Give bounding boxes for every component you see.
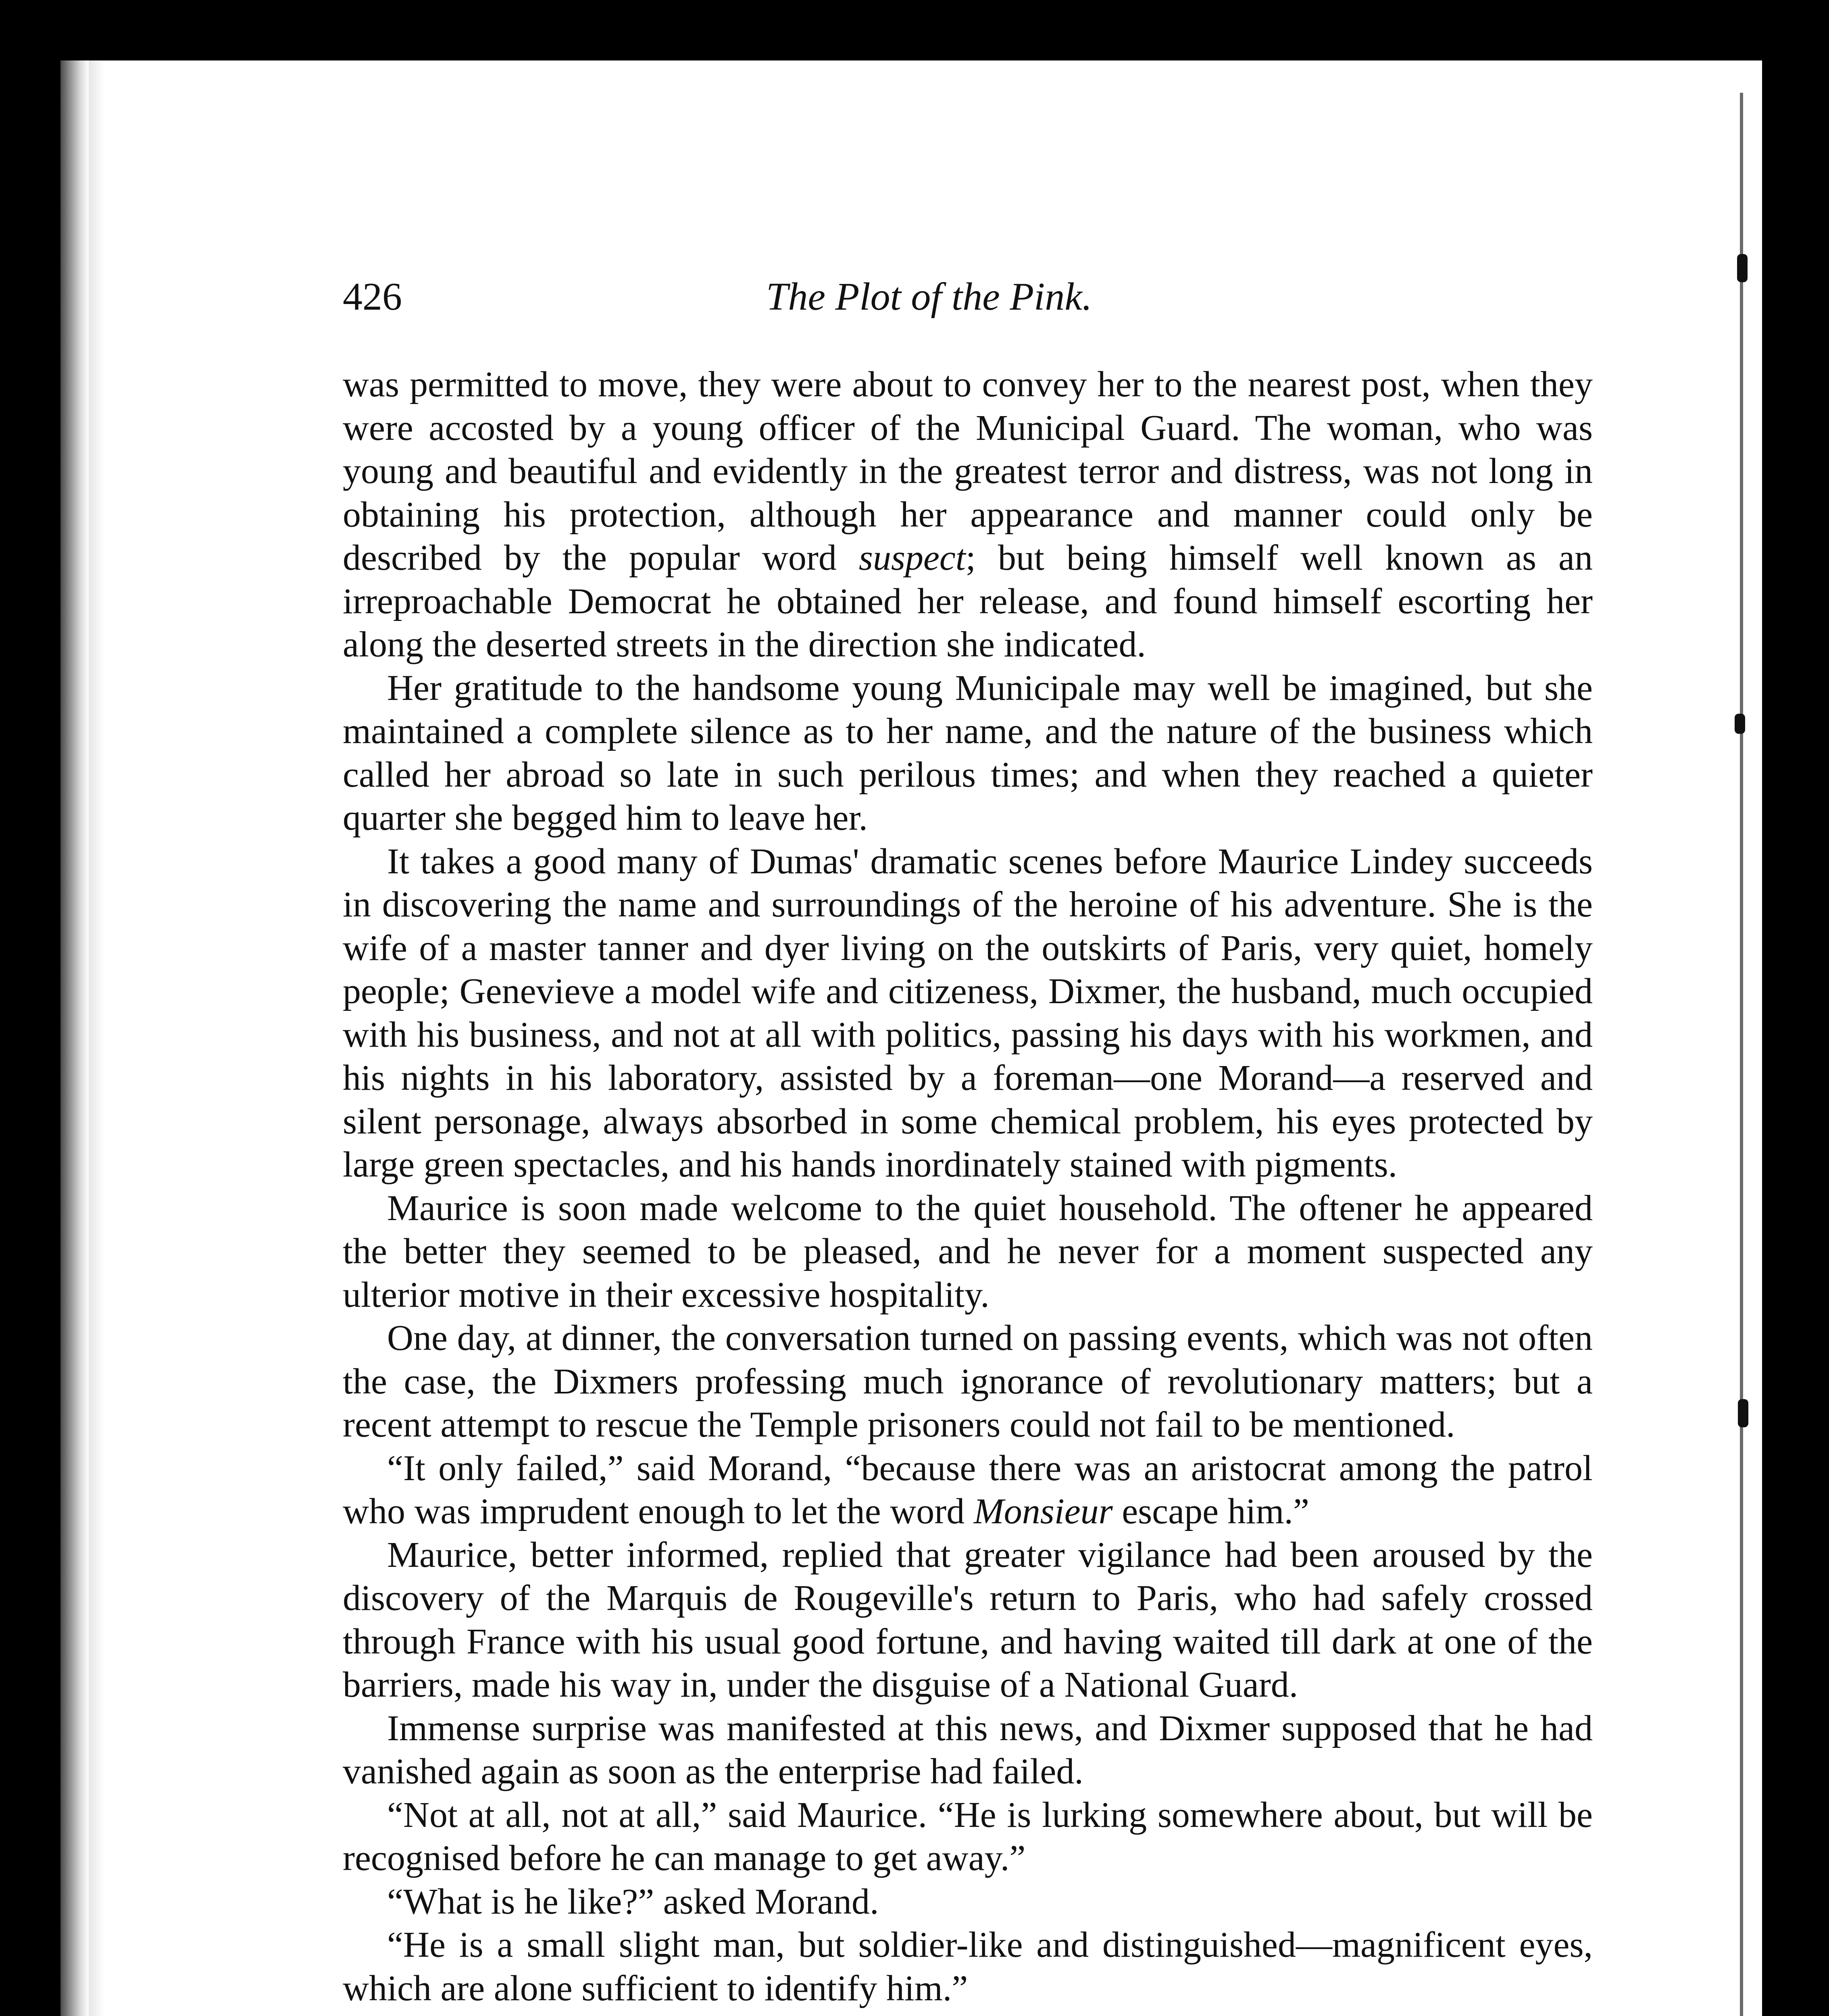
italic-text: suspect	[858, 538, 966, 578]
paragraph-text: Maurice is soon made welcome to the quiet household. The oftener he appeared the better they seemed to be pleased, and he never for a moment suspected any ulterior motive in their excessive hospitality.	[343, 1188, 1593, 1315]
paragraph	[343, 840, 1593, 1187]
page-number: 426	[343, 275, 402, 319]
paragraph-text: “Not at all, not at all,” said Maurice. “He is lurking somewhere about, but will be recognised before he can manage to get away.”	[343, 1795, 1593, 1878]
paragraph	[343, 1707, 1593, 1793]
paragraph	[343, 666, 1593, 840]
page-edge-rule	[1740, 93, 1743, 2016]
paragraph-text: Maurice, better informed, replied that greater vigilance had been aroused by the discovery of the Marquis de Rougeville's return to Paris, who had safely crossed through France with his usual good fortune, and having waited till dark at one of the barriers, made his way in, under the disguise of a National Guard.	[343, 1535, 1593, 1705]
body-text	[343, 363, 1593, 2016]
paragraph	[343, 1187, 1593, 1317]
paragraph-text: One day, at dinner, the conversation turned on passing events, which was not often the case, the Dixmers professing much ignorance of revolutionary matters; but a recent attempt to rescue the Temple prisoners could not fail to be mentioned.	[343, 1318, 1593, 1445]
edge-mark	[1737, 254, 1748, 282]
edge-mark	[1735, 714, 1745, 734]
paragraph	[343, 1533, 1593, 1707]
paragraph-text: was permitted to move, they were about to convey her to the nearest post, when they were accosted by a young officer of the Municipal Guard. The woman, who was young and beautiful and evidently in the greatest terror and distress, was not long in obtaining his protection, although her appearance and manner could only be described by the popular word	[343, 364, 1593, 578]
paragraph-text: It takes a good many of Dumas' dramatic scenes before Maurice Lindey succeeds in discovering the name and surroundings of the heroine of his adventure. She is the wife of a master tanner and dyer living on the outskirts of Paris, very quiet, homely people; Genevieve a model wife and citizeness, Dixmer, the husband, much occupied with his business, and not at all with politics, passing his days with his workmen, and his nights in his laboratory, assisted by a foreman—one Morand—a reserved and silent personage, always absorbed in some chemical problem, his eyes protected by large green spectacles, and his hands inordinately stained with pigments.	[343, 841, 1593, 1185]
book-page	[60, 60, 1762, 2016]
paragraph	[343, 1793, 1593, 1880]
page-gutter	[89, 60, 105, 2016]
paragraph	[343, 363, 1593, 666]
running-head	[343, 274, 1593, 347]
paragraph-text: Her gratitude to the handsome young Municipale may well be imagined, but she maintained a complete silence as to her name, and the nature of the business which called her abroad so late in such perilous times; and when they reached a quieter quarter she begged him to leave her.	[343, 668, 1593, 838]
paragraph-text: escape him.”	[1112, 1491, 1309, 1531]
paragraph-text: “What is he like?” asked Morand.	[387, 1881, 879, 1922]
page-binding-shadow	[60, 60, 89, 2016]
paragraph	[343, 1447, 1593, 1533]
edge-mark	[1738, 1399, 1748, 1427]
italic-text: Monsieur	[973, 1491, 1113, 1531]
paragraph	[343, 1316, 1593, 1447]
paragraph-text: ; but being himself well known as an irreproachable Democrat he obtained her release, and found himself escorting her along the deserted streets in the direction she indicated.	[343, 538, 1593, 664]
paragraph	[343, 1880, 1593, 1924]
running-title: The Plot of the Pink.	[766, 275, 1092, 319]
paragraph-text: “He is a small slight man, but soldier-like and distinguished—magnificent eyes, which are alone sufficient to identify him.”	[343, 1925, 1593, 2008]
page-edge-margin	[1752, 60, 1762, 2016]
paragraph-text: Immense surprise was manifested at this news, and Dixmer supposed that he had vanished again as soon as the enterprise had failed.	[343, 1708, 1593, 1791]
paragraph	[343, 1923, 1593, 2010]
paragraph-text: “It only failed,” said Morand, “because there was an aristocrat among the patrol who was imprudent enough to let the word	[343, 1448, 1593, 1531]
